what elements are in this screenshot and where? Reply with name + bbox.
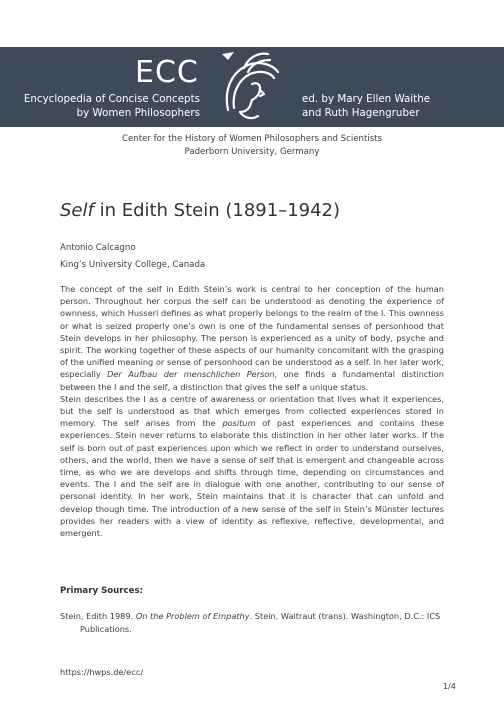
p2-italic: positum [222,418,256,429]
athena-helmet-icon [214,50,286,124]
institution-line-1: Center for the History of Women Philosophers and Scientists [121,134,383,144]
article-body [60,283,444,539]
header-banner [0,47,504,127]
institution-line-2: Paderborn University, Germany [184,147,320,157]
page-title [60,200,340,221]
footer-url: https://hwps.de/ecc/ [60,667,144,677]
source-text-a: Stein, Edith 1989. [60,611,136,621]
p1-italic: Der Aufbau der menschlichen Person [107,369,275,380]
page-number: 1/4 [442,681,456,691]
institution-info [0,133,504,159]
source-entry [60,610,470,635]
subtitle-line-1: Encyclopedia of Concise Concepts [23,93,200,105]
editors-text [302,92,430,120]
primary-sources-heading: Primary Sources: [60,586,143,596]
editors-line-2: and Ruth Hagengruber [302,107,420,119]
paragraph-1 [60,283,444,393]
paragraph-2 [60,393,444,539]
editors-line-1: ed. by Mary Ellen Waithe [302,93,431,105]
p1-text-b: , one finds a fundamental distinction between the I and the self, a distinction that gives the self a unique status. [60,369,444,392]
subtitle-line-2: by Women Philosophers [76,107,200,119]
author-affiliation: King’s University College, Canada [60,260,206,270]
source-italic: On the Problem of Empathy [135,611,250,621]
encyclopedia-subtitle [24,92,200,120]
p1-text-a: The concept of the self in Edith Stein’s work is central to her conception of the human person. Throughout her corpus the self can be understood as denoting the experience of ownness, which Husserl defines as what properly belongs to the realm of the I. This ownness or what is seized properly one’s own is one of the fundamental senses of personhood that Stein develops in her philosophy. The person is experienced as a unity of body, psyche and spirit. The working together of these aspects of our humanity concomitant with the grasping of the unified meaning or sense of personhood can be understood as a self. In her later work, especially [60,284,444,380]
author-block [60,240,205,274]
title-italic: Self [60,200,94,221]
ecc-logo-text: ECC [135,55,199,90]
p2-text-a: Stein describes the I as a centre of awareness or orientation that lives what it experiences, but the self is understood as that which emerges from collected experiences stored in memory. The self arises from the [60,393,444,429]
author-name: Antonio Calcagno [60,243,136,253]
title-rest: in Edith Stein (1891–1942) [93,200,341,221]
p2-text-b: of past experiences and contains these experiences. Stein never returns to elaborate this distinction in her other later works. If the self is born out of past experiences upon which we reflect in order to understand ourselves, others, and the world, then we have a sense of self that is emergent and changeable across time, as who we are develops and shifts through time, depending on circumstances and events. The I and the self are in dialogue with one another, contributing to our sense of personal identity. In her work, Stein maintains that it is character that can unfold and develop though time. The introduction of a new sense of the self in Stein’s Münster lectures provides her readers with a view of identity as reflexive, reflective, developmental, and emergent. [60,418,444,539]
source-text-b: . Stein, Waltraut (trans). Washington, D.C.: ICS Publications. [80,611,441,634]
